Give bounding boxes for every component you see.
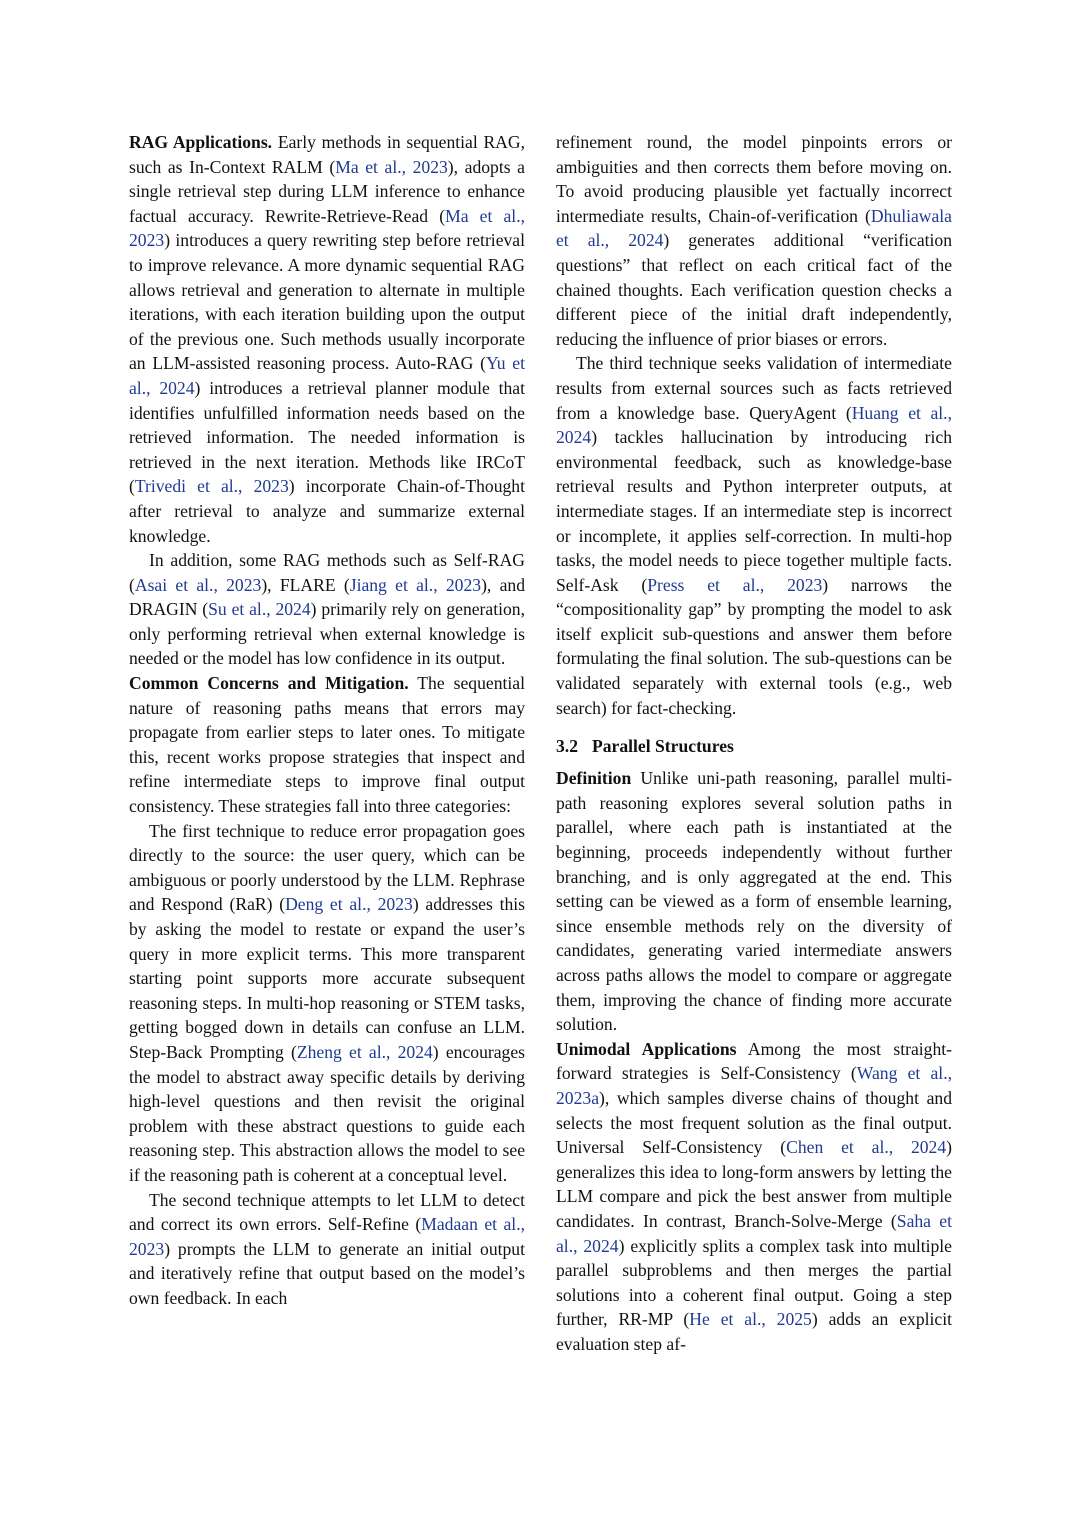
citation-link[interactable]: Zheng et al., 2024 bbox=[296, 1041, 433, 1062]
section-number: 3.2 bbox=[556, 736, 578, 757]
citation-link[interactable]: Huang et al., 2024 bbox=[556, 402, 952, 448]
citation-link[interactable]: Ma et al., 2023 bbox=[335, 156, 448, 177]
left-column bbox=[129, 130, 525, 1311]
citation-link[interactable]: Chen et al., 2024 bbox=[786, 1137, 947, 1158]
paragraph-continued: refinement round, the model pinpoints errors or ambiguities and then corrects them before moving on. To avoid producing plausible yet factually incorrect intermediate results, Chain-of-verification (Dhuliawala et al., 2024) generates additional “verification questions” that reflect on each critical fact of the chained thoughts. Each verification question checks a different piece of the initial draft independently, reducing the influence of prior biases or errors. bbox=[556, 132, 953, 349]
citation-link[interactable]: He et al., 2025 bbox=[689, 1309, 812, 1330]
paragraph-rag-applications: RAG Applications. Early methods in sequential RAG, such as In-Context RALM (Ma et al., 2023), adopts a single retrieval step during LLM inference to enhance factual accuracy. Rewrite-Retrieve-Read (Ma et al., 2023) introduces a query rewriting step before retrieval to improve relevance. A more dynamic sequential RAG allows retrieval and generation to alternate in multiple iterations, with each iteration building upon the output of the previous one. Such methods usually incorporate an LLM-assisted reasoning process. Auto-RAG (Yu et al., 2024) introduces a retrieval planner module that identifies unfulfilled information needs based on the retrieved information. The needed information is retrieved in the next iteration. Methods like IRCoT (Trivedi et al., 2023) incorporate Chain-of-Thought after retrieval to analyze and summarize external knowledge. bbox=[129, 132, 525, 546]
paragraph-common-concerns: Common Concerns and Mitigation. The sequential nature of reasoning paths means that errors may propagate from earlier steps to later ones. To mitigate this, recent works propose strategies that inspect and refine intermediate steps to improve final output consistency. These strategies fall into three categories: bbox=[129, 673, 525, 817]
run-in-heading: Common Concerns and Mitigation. bbox=[129, 673, 409, 694]
citation-link[interactable]: Yu et al., 2024 bbox=[129, 353, 525, 398]
run-in-heading: RAG Applications. bbox=[129, 132, 273, 152]
paragraph-third-technique: The third technique seeks validation of intermediate results from external sources such as facts retrieved from a knowledge base. QueryAgent (Huang et al., 2024) tackles hallucination by introducing rich environmental feedback, such as knowledge-base retrieval results and Python interpreter outputs, at intermediate stages. If an intermediate step is incorrect or incomplete, it applies self-correction. In multi-hop tasks, the model needs to piece together multiple facts. Self-Ask (Press et al., 2023) narrows the “compositionality gap” by prompting the model to ask itself explicit sub-questions and answer them before formulating the final solution. The sub-questions can be validated separately with external tools (e.g., web search) for fact-checking. bbox=[556, 353, 952, 718]
citation-link[interactable]: Madaan et al., 2023 bbox=[129, 1214, 525, 1259]
run-in-heading: Definition bbox=[556, 768, 632, 789]
citation-link[interactable]: Deng et al., 2023 bbox=[285, 894, 413, 915]
citation-link[interactable]: Dhuliawala et al., 2024 bbox=[556, 205, 952, 251]
paragraph-rag-addition: In addition, some RAG methods such as Self-RAG (Asai et al., 2023), FLARE (Jiang et al., 2023), and DRAGIN (Su et al., 2024) primarily rely on generation, only performing retrieval when external knowledge is needed or the model has low confidence in its output. bbox=[129, 550, 525, 669]
citation-link[interactable]: Asai et al., 2023 bbox=[134, 574, 262, 595]
citation-link[interactable]: Wang et al., 2023a bbox=[556, 1063, 952, 1108]
citation-link[interactable]: Jiang et al., 2023 bbox=[349, 574, 482, 595]
section-heading bbox=[556, 734, 952, 758]
paragraph-unimodal-applications: Unimodal Applications Among the most straightforward strategies is Self-Consistency (Wang et al., 2023a), which samples diverse chains of thought and selects the most frequent solution as the final output. Universal Self-Consistency (Chen et al., 2024) generalizes this idea to long-form answers by letting the LLM compare and pick the best answer from multiple candidates. In contrast, Branch-Solve-Merge (Saha et al., 2024) explicitly splits a complex task into multiple parallel subproblems and then merges the partial solutions into a coherent final output. Going a step further, RR-MP (He et al., 2025) adds an explicit evaluation step af- bbox=[556, 1038, 953, 1354]
citation-link[interactable]: Ma et al., 2023 bbox=[129, 205, 525, 251]
paragraph-definition: Definition Unlike uni-path reasoning, parallel multi-path reasoning explores several solution paths in parallel, where each path is instantiated at the beginning, proceeds independently without further branching, and is only aggregated at the end. This setting can be viewed as a form of ensemble learning, since ensemble methods rely on the diversity of candidates, generating varied intermediate answers across paths allows the model to compare or aggregate them, improving the chance of finding more accurate solution. bbox=[556, 768, 952, 1035]
citation-link[interactable]: Su et al., 2024 bbox=[208, 599, 311, 620]
run-in-heading: Unimodal Applications bbox=[556, 1038, 737, 1059]
paragraph-first-technique: The first technique to reduce error propagation goes directly to the source: the user query, which can be ambiguous or poorly understood by the LLM. Rephrase and Respond (RaR) (Deng et al., 2023) addresses this by asking the model to restate or expand the user’s query in more explicit terms. This more transparent starting point supports more accurate subsequent reasoning steps. In multi-hop reasoning or STEM tasks, getting bogged down in details can confuse an LLM. Step-Back Prompting (Zheng et al., 2024) encourages the model to abstract away specific details by deriving high-level questions and then revisit the original problem with these abstract questions to guide each reasoning step. This abstraction allows the model to see if the reasoning path is coherent at a conceptual level. bbox=[129, 820, 525, 1185]
paragraph-second-technique: The second technique attempts to let LLM to detect and correct its own errors. Self-Refine (Madaan et al., 2023) prompts the LLM to generate an initial output and iteratively refine that output based on the model’s own feedback. In each bbox=[129, 1189, 525, 1308]
citation-link[interactable]: Trivedi et al., 2023 bbox=[134, 476, 289, 497]
section-title: Parallel Structures bbox=[592, 736, 734, 757]
citation-link[interactable]: Press et al., 2023 bbox=[647, 574, 823, 595]
right-column bbox=[556, 130, 952, 1357]
citation-link[interactable]: Saha et al., 2024 bbox=[556, 1210, 953, 1256]
